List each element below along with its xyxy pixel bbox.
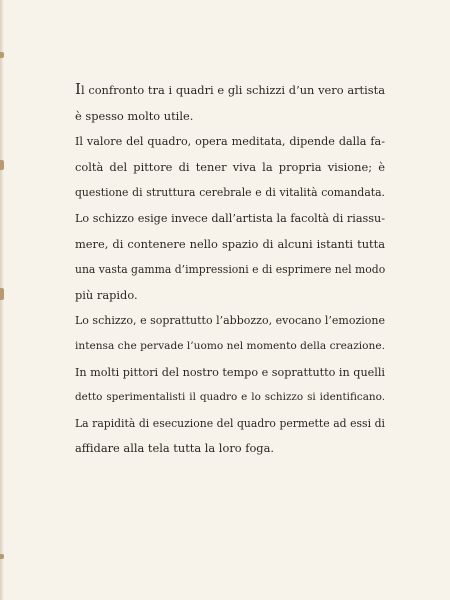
text-line: coltà del pittore di tener viva la propria visione; è [75,159,385,174]
edge-mark [0,160,4,170]
text-line: affidare alla tela tutta la loro foga. [75,441,275,456]
text-line: Il valore del quadro, opera meditata, dipende dalla fa- [75,135,385,149]
body-text [75,78,385,462]
line-text: l confronto tra i quadri e gli schizzi d’un vero artista [80,83,385,97]
text-line: è spesso molto utile. [75,108,194,123]
text-line: Lo schizzo esige invece dall’artista la facoltà di riassu- [75,211,385,225]
text-line: più rapido. [75,287,138,302]
text-line: questione di struttura cerebrale e di vitalità comandata. [75,186,385,200]
text-line: La rapidità di esecuzione del quadro permette ad essi di [75,416,385,430]
text-line: intensa che pervade l’uomo nel momento della creazione. [75,339,385,352]
edge-mark [0,52,4,58]
text-line: una vasta gamma d’impressioni e di esprimere nel modo [75,263,386,277]
text-line: mere, di contenere nello spazio di alcuni istanti tutta [75,236,385,251]
text-line: detto sperimentalisti il quadro e lo schizzo si identificano. [75,391,385,404]
edge-mark [0,554,4,559]
edge-mark [0,288,4,300]
initial-letter: I [75,80,81,98]
text-line: In molti pittori del nostro tempo e soprattutto in quelli [75,365,385,379]
text-line [75,78,385,104]
page-edge-shadow [0,0,4,600]
text-line: Lo schizzo, e soprattutto l’abbozzo, evocano l’emozione [75,314,385,328]
